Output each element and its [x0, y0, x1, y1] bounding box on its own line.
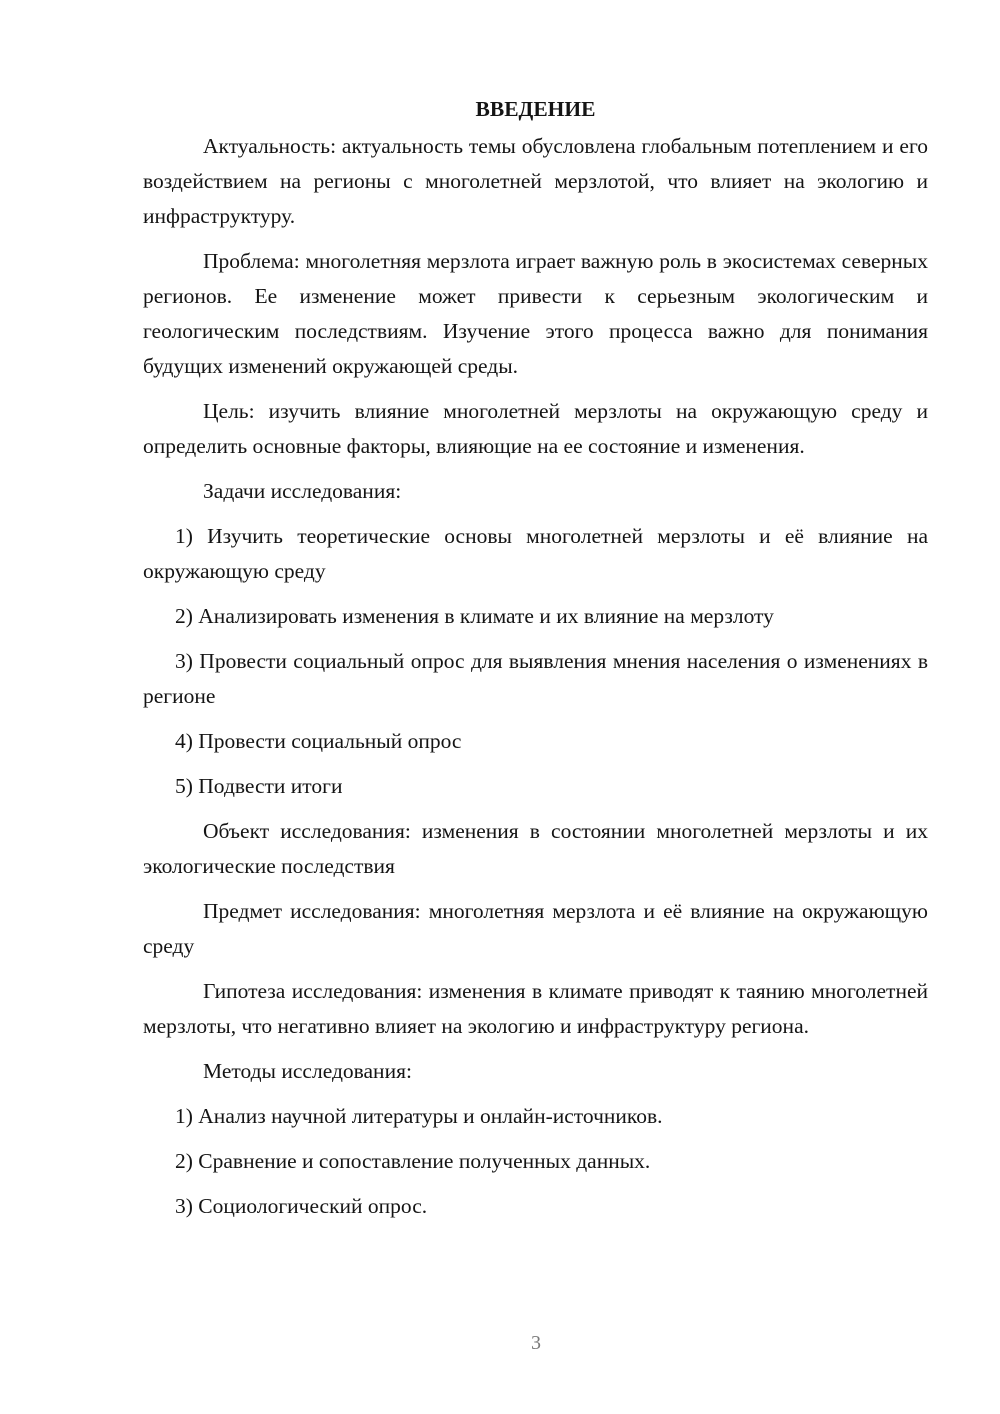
task-item: 2) Анализировать изменения в климате и их влияние на мерзлоту — [175, 604, 774, 628]
task-item: 4) Провести социальный опрос — [175, 729, 462, 753]
problem-paragraph: Проблема: многолетняя мерзлота играет важную роль в экосистемах северных регионов. Ее изменение может привести к серьезным экологическим и геологическим последствиям. Изучение этого процесса важно для понимания будущих изменений окружающей среды. — [143, 249, 928, 378]
method-item: 1) Анализ научной литературы и онлайн-источников. — [175, 1104, 663, 1128]
object-paragraph: Объект исследования: изменения в состоянии многолетней мерзлоты и их экологические последствия — [143, 819, 928, 878]
page-number: 3 — [531, 1332, 541, 1354]
tasks-heading: Задачи исследования: — [203, 479, 402, 503]
method-item: 2) Сравнение и сопоставление полученных данных. — [175, 1149, 651, 1173]
section-title: ВВЕДЕНИЕ — [475, 97, 596, 121]
page-content — [143, 92, 928, 1234]
subject-paragraph: Предмет исследования: многолетняя мерзлота и её влияние на окружающую среду — [143, 899, 928, 958]
relevance-paragraph: Актуальность: актуальность темы обусловлена глобальным потеплением и его воздействием на регионы с многолетней мерзлотой, что влияет на экологию и инфраструктуру. — [143, 134, 928, 228]
methods-heading: Методы исследования: — [203, 1059, 412, 1083]
goal-paragraph: Цель: изучить влияние многолетней мерзлоты на окружающую среду и определить основные факторы, влияющие на ее состояние и изменения. — [143, 399, 928, 458]
hypothesis-paragraph: Гипотеза исследования: изменения в климате приводят к таянию многолетней мерзлоты, что негативно влияет на экологию и инфраструктуру региона. — [143, 979, 928, 1038]
task-item: 5) Подвести итоги — [175, 774, 343, 798]
task-item: 3) Провести социальный опрос для выявления мнения населения о изменениях в регионе — [143, 649, 928, 708]
method-item: 3) Социологический опрос. — [175, 1194, 428, 1218]
task-item: 1) Изучить теоретические основы многолетней мерзлоты и её влияние на окружающую среду — [143, 524, 928, 583]
